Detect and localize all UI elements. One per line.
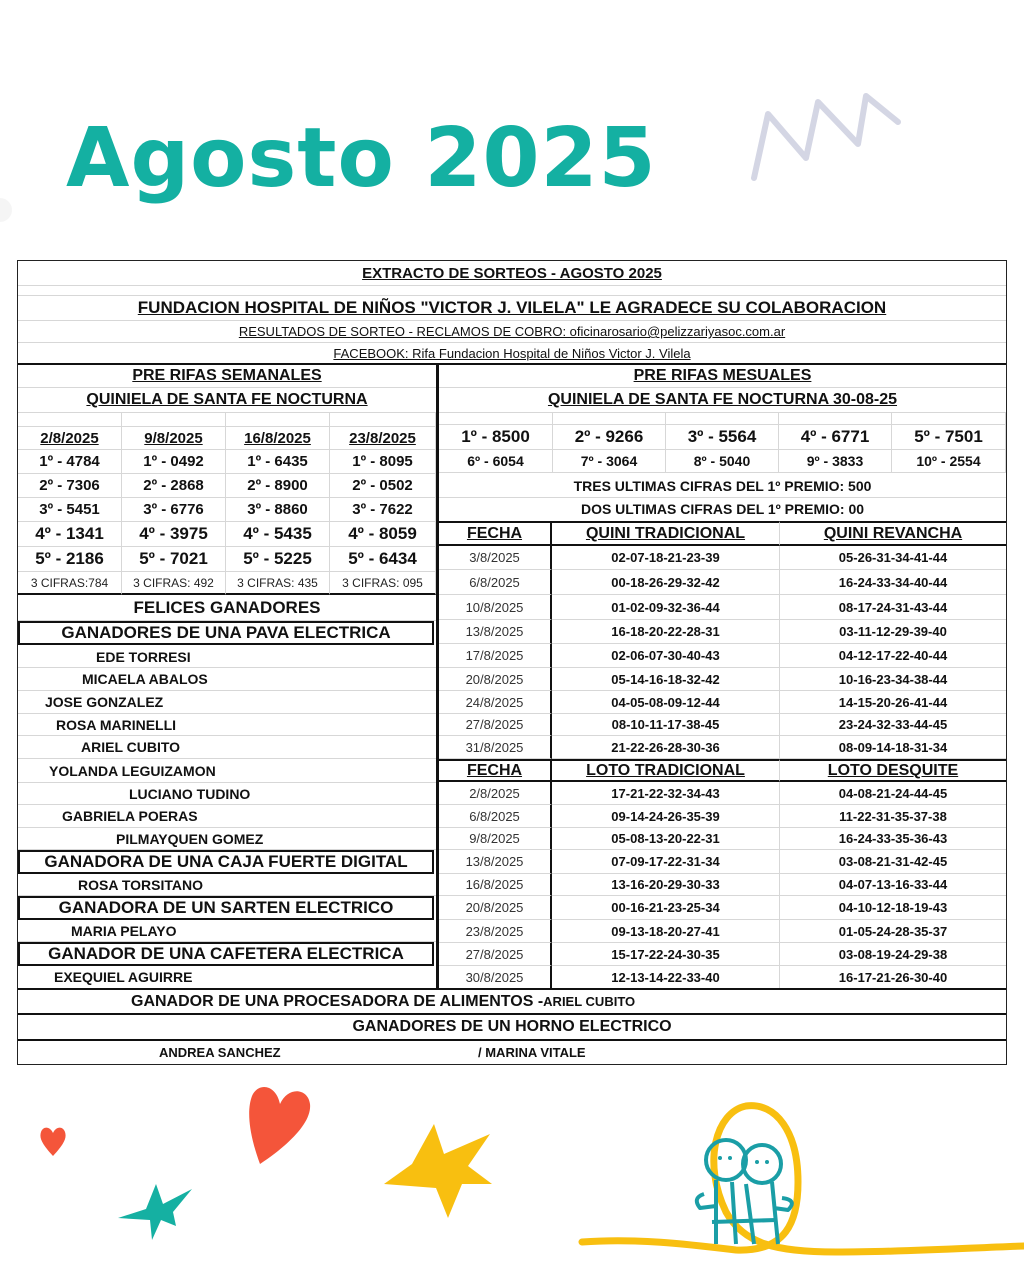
loto-numbers-cell: 11-22-31-35-37-38 (780, 805, 1006, 828)
pava-heading: GANADORES DE UNA PAVA ELECTRICA (18, 621, 434, 645)
quini-header-fecha: FECHA (439, 521, 552, 546)
winner-name: PILMAYQUEN GOMEZ (18, 828, 436, 850)
zigzag-decoration-icon (748, 92, 944, 188)
winner-name: ANDREA SANCHEZ (159, 1045, 281, 1060)
quini-numbers-cell: 21-22-26-28-30-36 (552, 736, 780, 759)
monthly-title: PRE RIFAS MESUALES (633, 366, 812, 384)
teal-star-icon (116, 1184, 194, 1240)
weekly-prize: 1º - 4784 (18, 450, 122, 474)
weekly-prize: 2º - 7306 (18, 474, 122, 498)
thanks-text: FUNDACION HOSPITAL DE NIÑOS "VICTOR J. VILELA" LE AGRADECE SU COLABORACION (137, 298, 887, 317)
loto-date-cell: 6/8/2025 (439, 805, 552, 828)
three-last-row (439, 474, 1006, 498)
felices-ganadores: FELICES GANADORES (133, 598, 321, 617)
weekly-prize: 4º - 5435 (226, 522, 330, 547)
weekly-prize: 2º - 8900 (226, 474, 330, 498)
winner-name: ARIEL CUBITO (18, 736, 436, 759)
decorative-blob (0, 198, 12, 222)
large-heart-icon (246, 1082, 332, 1168)
horno-winners-row (18, 1039, 1006, 1064)
procesadora-winner: ARIEL CUBITO (543, 994, 636, 1009)
loto-header-tradicional: LOTO TRADICIONAL (552, 759, 780, 782)
weekly-prize: 1º - 0492 (122, 450, 226, 474)
quini-date-cell: 20/8/2025 (439, 668, 552, 691)
horno-title: GANADORES DE UN HORNO ELECTRICO (352, 1018, 672, 1035)
quini-numbers-cell: 05-14-16-18-32-42 (552, 668, 780, 691)
loto-date-cell: 13/8/2025 (439, 850, 552, 874)
monthly-prize: 8º - 5040 (666, 450, 779, 473)
monthly-title-row (439, 364, 1006, 388)
weekly-prize: 1º - 6435 (226, 450, 330, 474)
monthly-prize: 7º - 3064 (553, 450, 666, 473)
quini-date-cell: 3/8/2025 (439, 546, 552, 570)
quini-numbers-cell: 05-26-31-34-41-44 (780, 546, 1006, 570)
facebook-text[interactable]: FACEBOOK: Rifa Fundacion Hospital de Niños Victor J. Vilela (333, 345, 691, 361)
sheet-title-row (18, 261, 1006, 286)
children-logo-icon (576, 1102, 1024, 1262)
winner-name: LUCIANO TUDINO (18, 783, 436, 805)
horno-row (18, 1013, 1006, 1039)
loto-numbers-cell: 01-05-24-28-35-37 (780, 920, 1006, 943)
two-last-digits: DOS ULTIMAS CIFRAS DEL 1º PREMIO: 00 (580, 501, 865, 517)
quini-date-cell: 6/8/2025 (439, 570, 552, 595)
loto-numbers-cell: 07-09-17-22-31-34 (552, 850, 780, 874)
loto-table (439, 759, 1006, 989)
quini-numbers-cell: 08-17-24-31-43-44 (780, 595, 1006, 620)
quini-numbers-cell: 04-05-08-09-12-44 (552, 691, 780, 714)
quini-numbers-cell: 02-06-07-30-40-43 (552, 644, 780, 668)
weekly-grid (18, 413, 436, 595)
monthly-prize: 5º - 7501 (892, 425, 1006, 450)
monthly-grid (439, 413, 1006, 473)
weekly-prize: 3º - 5451 (18, 498, 122, 522)
felices-ganadores-row (18, 596, 436, 621)
monthly-prize: 2º - 9266 (553, 425, 666, 450)
weekly-prize: 5º - 6434 (330, 547, 436, 572)
monthly-prize: 4º - 6771 (779, 425, 892, 450)
quini-header-tradicional: QUINI TRADICIONAL (552, 521, 780, 546)
winner-name: EDE TORRESI (18, 646, 436, 668)
loto-numbers-cell: 16-17-21-26-30-40 (780, 966, 1006, 989)
cafetera-heading: GANADOR DE UNA CAFETERA ELECTRICA (18, 942, 434, 966)
thanks-row (18, 296, 1006, 321)
weekly-prize: 4º - 8059 (330, 522, 436, 547)
quini-numbers-cell: 08-10-11-17-38-45 (552, 714, 780, 736)
weekly-prize: 5º - 7021 (122, 547, 226, 572)
winner-name: JOSE GONZALEZ (18, 691, 436, 714)
quini-numbers-cell: 03-11-12-29-39-40 (780, 620, 1006, 644)
loto-numbers-cell: 04-08-21-24-44-45 (780, 782, 1006, 805)
loto-numbers-cell: 04-07-13-16-33-44 (780, 874, 1006, 896)
quini-numbers-cell: 16-24-33-34-40-44 (780, 570, 1006, 595)
loto-header-desquite: LOTO DESQUITE (780, 759, 1006, 782)
loto-numbers-cell: 17-21-22-32-34-43 (552, 782, 780, 805)
weekly-subtitle: QUINIELA DE SANTA FE NOCTURNA (86, 391, 368, 408)
loto-numbers-cell: 03-08-21-31-42-45 (780, 850, 1006, 874)
winner-name: MARIA PELAYO (18, 920, 436, 942)
loto-date-cell: 23/8/2025 (439, 920, 552, 943)
monthly-section (439, 364, 1006, 988)
quini-numbers-cell: 00-18-26-29-32-42 (552, 570, 780, 595)
weekly-prize: 4º - 3975 (122, 522, 226, 547)
three-last-digits: TRES ULTIMAS CIFRAS DEL 1º PREMIO: 500 (573, 477, 872, 494)
quini-numbers-cell: 23-24-32-33-44-45 (780, 714, 1006, 736)
loto-date-cell: 2/8/2025 (439, 782, 552, 805)
weekly-date: 16/8/2025 (226, 427, 330, 450)
winner-name: MICAELA ABALOS (18, 668, 436, 691)
weekly-title: PRE RIFAS SEMANALES (132, 366, 322, 384)
quini-numbers-cell: 08-09-14-18-31-34 (780, 736, 1006, 759)
weekly-three-digits: 3 CIFRAS:784 (18, 572, 122, 595)
loto-numbers-cell: 04-10-12-18-19-43 (780, 896, 1006, 920)
monthly-prize: 10º - 2554 (892, 450, 1006, 473)
monthly-prize: 9º - 3833 (779, 450, 892, 473)
weekly-title-row (18, 364, 436, 388)
monthly-prize: 6º - 6054 (439, 450, 553, 473)
loto-numbers-cell: 03-08-19-24-29-38 (780, 943, 1006, 966)
loto-date-cell: 30/8/2025 (439, 966, 552, 989)
loto-date-cell: 27/8/2025 (439, 943, 552, 966)
spacer-row (18, 286, 1006, 296)
procesadora-row (18, 988, 1006, 1013)
monthly-subtitle: QUINIELA DE SANTA FE NOCTURNA 30-08-25 (547, 391, 898, 408)
monthly-prize: 3º - 5564 (666, 425, 779, 450)
weekly-date: 9/8/2025 (122, 427, 226, 450)
weekly-date: 2/8/2025 (18, 427, 122, 450)
loto-numbers-cell: 12-13-14-22-33-40 (552, 966, 780, 989)
quini-date-cell: 31/8/2025 (439, 736, 552, 759)
facebook-row (18, 343, 1006, 365)
quini-numbers-cell: 16-18-20-22-28-31 (552, 620, 780, 644)
quini-numbers-cell: 04-12-17-22-40-44 (780, 644, 1006, 668)
weekly-three-digits: 3 CIFRAS: 492 (122, 572, 226, 595)
loto-numbers-cell: 16-24-33-35-36-43 (780, 828, 1006, 850)
loto-numbers-cell: 15-17-22-24-30-35 (552, 943, 780, 966)
loto-numbers-cell: 09-14-24-26-35-39 (552, 805, 780, 828)
contact-row (18, 321, 1006, 343)
procesadora-title: GANADOR DE UNA PROCESADORA DE ALIMENTOS - (131, 992, 544, 1010)
weekly-three-digits: 3 CIFRAS: 435 (226, 572, 330, 595)
loto-numbers-cell: 00-16-21-23-25-34 (552, 896, 780, 920)
winner-name: / MARINA VITALE (478, 1045, 586, 1060)
quini-numbers-cell: 10-16-23-34-38-44 (780, 668, 1006, 691)
quini-date-cell: 17/8/2025 (439, 644, 552, 668)
results-sheet (17, 260, 1007, 1065)
loto-numbers-cell: 13-16-20-29-30-33 (552, 874, 780, 896)
winner-name: YOLANDA LEGUIZAMON (18, 759, 436, 783)
loto-date-cell: 20/8/2025 (439, 896, 552, 920)
quini-numbers-cell: 01-02-09-32-36-44 (552, 595, 780, 620)
weekly-subtitle-row (18, 388, 436, 413)
caja-heading: GANADORA DE UNA CAJA FUERTE DIGITAL (18, 850, 434, 874)
yellow-star-icon (384, 1124, 494, 1218)
winner-name: ROSA MARINELLI (18, 714, 436, 736)
quini-date-cell: 24/8/2025 (439, 691, 552, 714)
sarten-heading: GANADORA DE UN SARTEN ELECTRICO (18, 896, 434, 920)
monthly-prize: 1º - 8500 (439, 425, 553, 450)
winner-name: ROSA TORSITANO (18, 874, 436, 896)
winner-name: EXEQUIEL AGUIRRE (54, 969, 193, 985)
quini-table (439, 521, 1006, 759)
weekly-prize: 2º - 2868 (122, 474, 226, 498)
winner-name: GABRIELA POERAS (18, 805, 436, 828)
weekly-prize: 3º - 7622 (330, 498, 436, 522)
loto-date-cell: 9/8/2025 (439, 828, 552, 850)
weekly-section (18, 364, 436, 988)
weekly-prize: 5º - 5225 (226, 547, 330, 572)
sheet-title: EXTRACTO DE SORTEOS - AGOSTO 2025 (362, 264, 662, 282)
contact-text[interactable]: RESULTADOS DE SORTEO - RECLAMOS DE COBRO: oficinarosario@pelizzariyasoc.com.ar (238, 324, 786, 339)
weekly-prize: 4º - 1341 (18, 522, 122, 547)
quini-date-cell: 10/8/2025 (439, 595, 552, 620)
quini-date-cell: 13/8/2025 (439, 620, 552, 644)
weekly-prize: 3º - 8860 (226, 498, 330, 522)
quini-numbers-cell: 14-15-20-26-41-44 (780, 691, 1006, 714)
weekly-prize: 5º - 2186 (18, 547, 122, 572)
monthly-subtitle-row (439, 388, 1006, 413)
quini-date-cell: 27/8/2025 (439, 714, 552, 736)
two-last-row (439, 498, 1006, 520)
weekly-prize: 1º - 8095 (330, 450, 436, 474)
weekly-prize: 2º - 0502 (330, 474, 436, 498)
loto-date-cell: 16/8/2025 (439, 874, 552, 896)
page-title: Agosto 2025 (66, 111, 657, 206)
weekly-date: 23/8/2025 (330, 427, 436, 450)
loto-header-fecha: FECHA (439, 759, 552, 782)
loto-numbers-cell: 09-13-18-20-27-41 (552, 920, 780, 943)
quini-header-revancha: QUINI REVANCHA (780, 521, 1006, 546)
weekly-prize: 3º - 6776 (122, 498, 226, 522)
loto-numbers-cell: 05-08-13-20-22-31 (552, 828, 780, 850)
small-heart-icon (38, 1124, 68, 1158)
quini-numbers-cell: 02-07-18-21-23-39 (552, 546, 780, 570)
weekly-three-digits: 3 CIFRAS: 095 (330, 572, 436, 595)
